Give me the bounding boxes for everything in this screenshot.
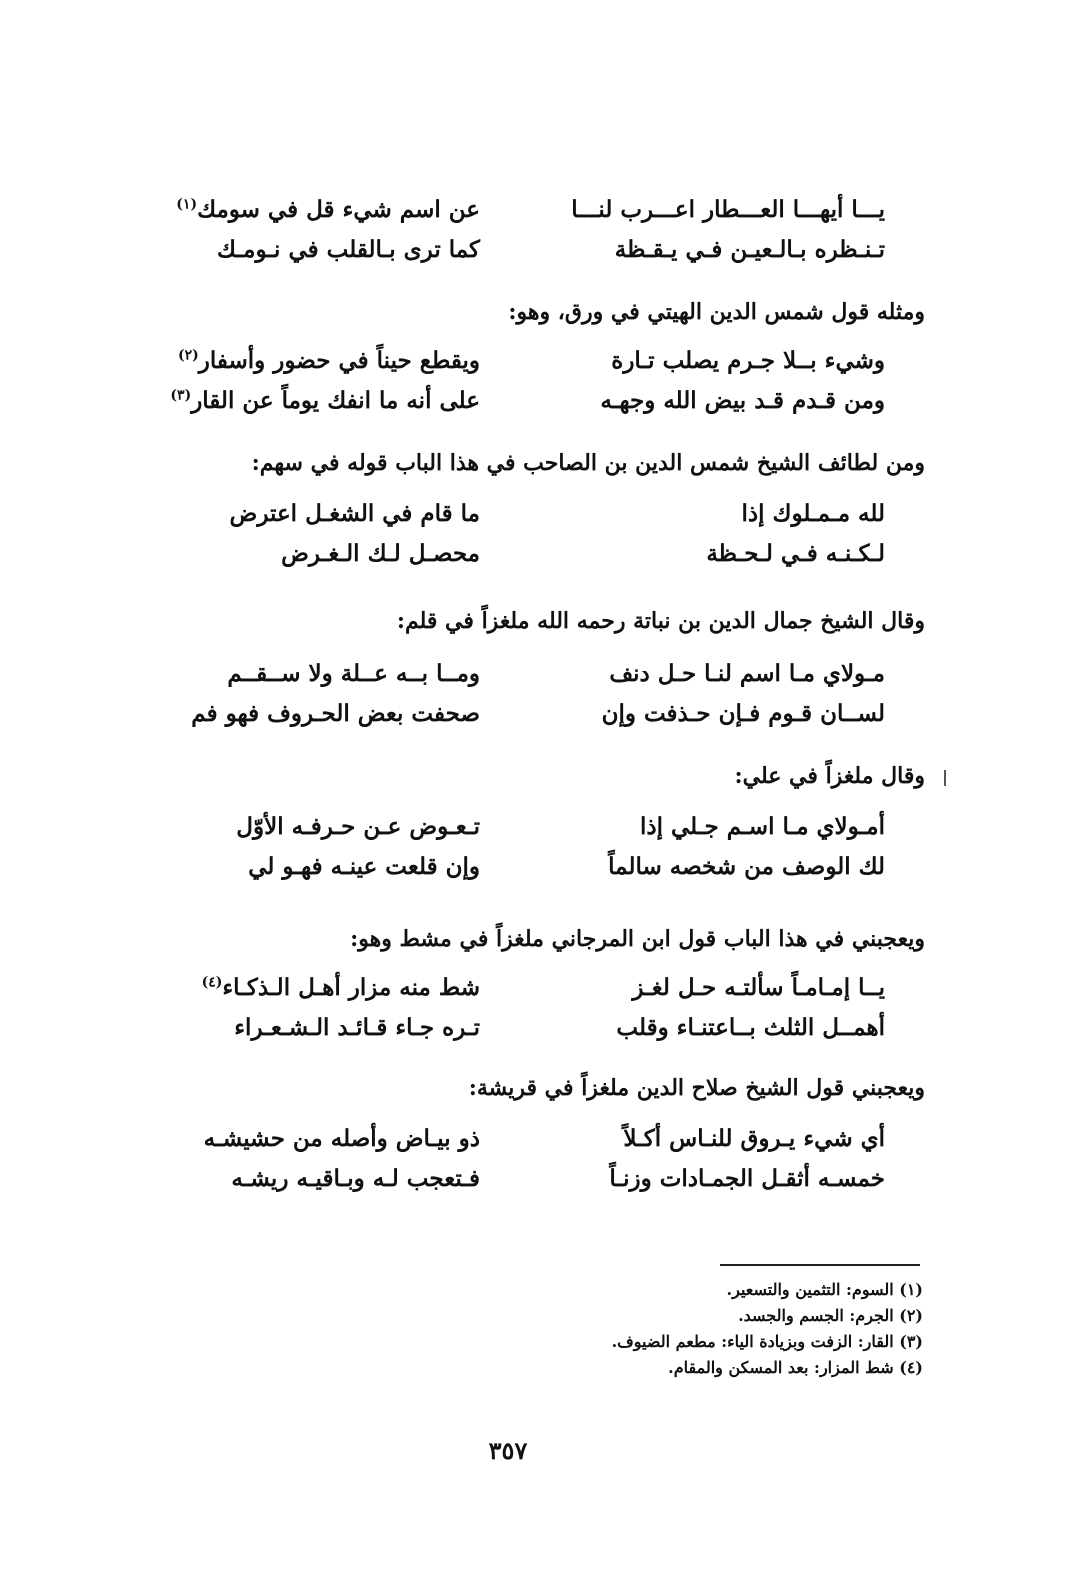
verse-first-hemistich: يــا إمـامـاً سألتـه حـل لغـز bbox=[632, 974, 885, 1001]
verse-first-hemistich: لك الوصف من شخصه سالماً bbox=[608, 853, 885, 880]
poem-section bbox=[160, 924, 925, 1054]
intro-line: ومثله قول شمس الدين الهيتي في ورق، وهو: bbox=[508, 299, 925, 325]
verse-first-hemistich: أمـولاي مـا اسـم جـلي إذا bbox=[639, 813, 885, 840]
hemistich-text: ويقطع حيناً في حضور وأسفار bbox=[198, 347, 480, 374]
verse-line bbox=[160, 974, 925, 1014]
footnote-divider bbox=[720, 1264, 920, 1266]
verse-first-hemistich: خمسـه أثقـل الجمـادات وزنـاً bbox=[609, 1165, 885, 1192]
verse-second-hemistich bbox=[158, 974, 480, 1001]
intro-line: ومن لطائف الشيخ شمس الدين بن الصاحب في هذا الباب قوله في سهم: bbox=[251, 450, 925, 476]
verse-second-hemistich: ما قام في الشغـل اعترض bbox=[229, 500, 480, 527]
verse-first-hemistich: أهمــل الثلث بــاعتنـاء وقلب bbox=[616, 1014, 885, 1041]
verse-second-hemistich: تـره جـاء قـائـد الـشـعـراء bbox=[234, 1014, 480, 1041]
hemistich-text: شط منه مزار أهـل الـذكـاء bbox=[222, 974, 480, 1001]
verse-first-hemistich: لســان قـوم فـإن حـذفت وإن bbox=[601, 700, 885, 727]
verse-second-hemistich: وإن قلعت عينـه فهـو لي bbox=[248, 853, 480, 880]
verse-first-hemistich: ومن قـدم قـد بيض الله وجهـه bbox=[600, 387, 885, 414]
hemistich-text: على أنه ما انفك يوماً عن القار bbox=[191, 387, 480, 414]
intro-line: ويعجبني في هذا الباب قول ابن المرجاني ملغزاً في مشط وهو: bbox=[350, 926, 925, 952]
verse-line bbox=[160, 1125, 925, 1165]
verse-first-hemistich: وشيء بــلا جـرم يصلب تـارة bbox=[611, 347, 885, 374]
verse-line bbox=[160, 236, 925, 276]
poem-section bbox=[160, 297, 925, 427]
footnote-ref: (٤) bbox=[201, 974, 223, 991]
footnote-ref: (٢) bbox=[177, 347, 199, 364]
verse-first-hemistich: أي شيء يـروق للنـاس أكـلاً bbox=[623, 1125, 885, 1152]
verse-line bbox=[160, 700, 925, 740]
verse-line bbox=[160, 1014, 925, 1054]
verse-second-hemistich: ذو بيـاض وأصله من حشيشـه bbox=[203, 1125, 480, 1152]
verse-second-hemistich: ومــا بــه عــلة ولا ســقــم bbox=[227, 660, 480, 687]
poem-section bbox=[160, 196, 925, 276]
verse-second-hemistich: محصـل لـك الـغـرض bbox=[281, 540, 480, 567]
margin-mark bbox=[944, 770, 946, 786]
verse-first-hemistich: لـكـنـه فـي لـحـظة bbox=[706, 540, 885, 567]
footnotes bbox=[612, 1277, 923, 1381]
verse-line bbox=[160, 387, 925, 427]
poem-section bbox=[160, 761, 925, 893]
verse-second-hemistich bbox=[158, 387, 480, 414]
verse-second-hemistich bbox=[158, 196, 480, 223]
verse-line bbox=[160, 500, 925, 540]
poem-section bbox=[160, 606, 925, 740]
verse-second-hemistich: كما ترى بـالقلب في نـومـك bbox=[217, 236, 480, 263]
verse-second-hemistich: صحفت بعض الحـروف فهو فم bbox=[191, 700, 480, 727]
verse-line bbox=[160, 347, 925, 387]
verse-first-hemistich: مـولاي مـا اسم لنـا حـل دنف bbox=[609, 660, 885, 687]
verse-first-hemistich: تـنـظره بـالـعيـن فـي يـقـظة bbox=[614, 236, 885, 263]
verse-line bbox=[160, 1165, 925, 1205]
footnote-item: (١) السوم: التثمين والتسعير. bbox=[726, 1280, 923, 1299]
footnote-item: (٣) القار: الزفت وبزيادة الياء: مطعم الضيوف. bbox=[611, 1332, 923, 1351]
verse-line bbox=[160, 540, 925, 580]
verse-line bbox=[160, 813, 925, 853]
verse-line bbox=[160, 853, 925, 893]
verse-second-hemistich bbox=[158, 347, 480, 374]
hemistich-text: عن اسم شيء قل في سومك bbox=[197, 196, 480, 223]
footnote-item: (٢) الجرم: الجسم والجسد. bbox=[738, 1306, 923, 1325]
intro-line: ويعجبني قول الشيخ صلاح الدين ملغزاً في قريشة: bbox=[468, 1075, 925, 1101]
poem-section bbox=[160, 448, 925, 580]
footnote-item: (٤) شط المزار: بعد المسكن والمقام. bbox=[668, 1358, 923, 1377]
intro-line: وقال الشيخ جمال الدين بن نباتة رحمه الله ملغزاً في قلم: bbox=[396, 608, 925, 634]
intro-line: وقال ملغزاً في علي: bbox=[734, 763, 925, 789]
footnote-ref: (١) bbox=[176, 196, 198, 213]
verse-line bbox=[160, 196, 925, 236]
verse-second-hemistich: فـتعجب لـه وبـاقيـه ريشـه bbox=[231, 1165, 480, 1192]
verse-first-hemistich: يـــا أيهـــا العـــطار اعـــرب لنـــا bbox=[571, 196, 885, 223]
footnote-ref: (٣) bbox=[170, 387, 192, 404]
verse-line bbox=[160, 660, 925, 700]
verse-second-hemistich: تـعـوض عـن حـرفـه الأوّل bbox=[236, 813, 480, 840]
page-number: ٣٥٧ bbox=[488, 1436, 528, 1465]
poem-section bbox=[160, 1073, 925, 1205]
verse-first-hemistich: لله مـمـلوك إذا bbox=[741, 500, 885, 527]
